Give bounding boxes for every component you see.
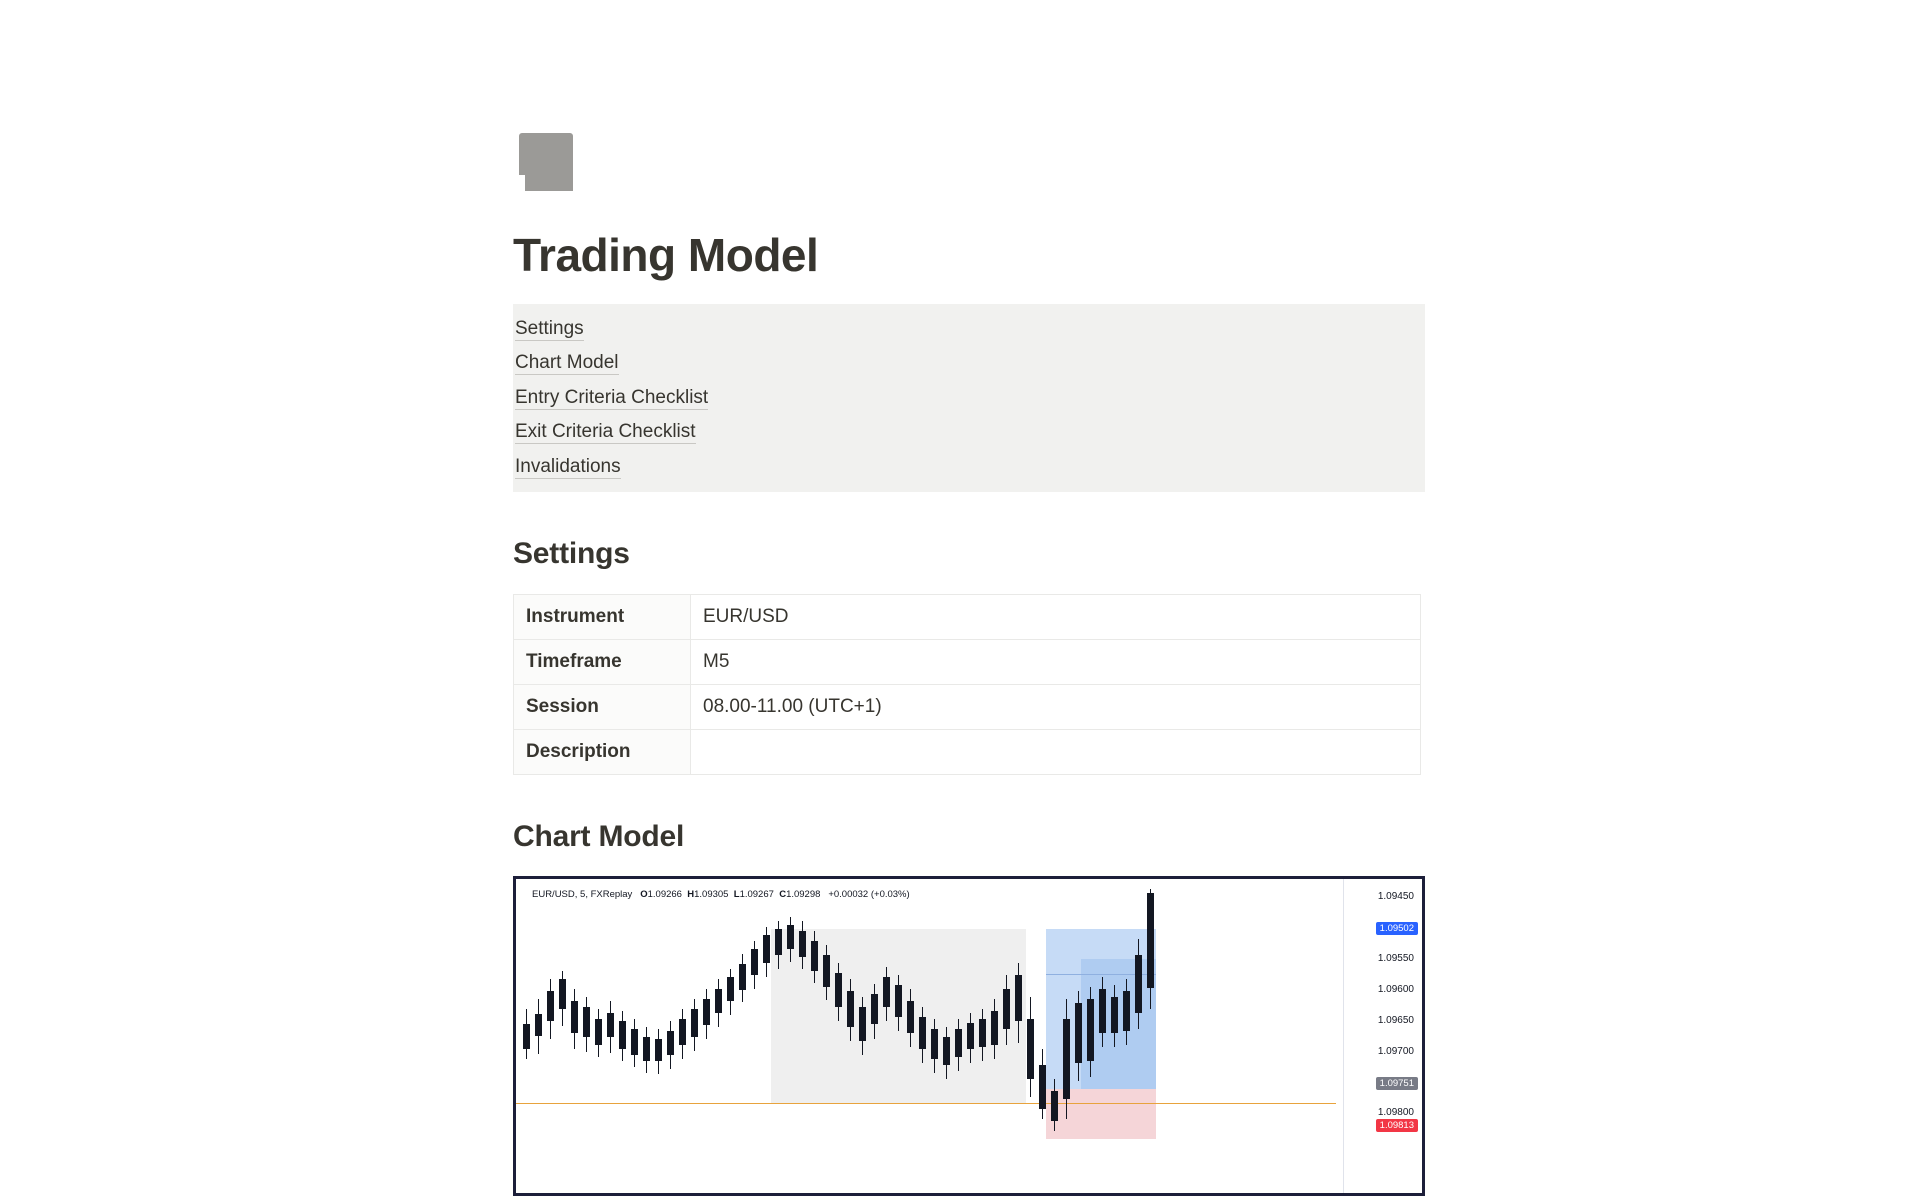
price-badge-stop: 1.09751 (1376, 1077, 1418, 1090)
settings-value-timeframe[interactable]: M5 (691, 640, 1421, 685)
toc-item-settings[interactable] (513, 312, 1425, 347)
settings-key-session: Session (514, 685, 691, 730)
toc-item-label: Entry Criteria Checklist (515, 386, 709, 408)
toc-item-label: Settings (515, 317, 584, 339)
table-row (514, 640, 1421, 685)
chart-model-heading: Chart Model (513, 820, 685, 854)
chart-canvas (516, 879, 1422, 1193)
chart-legend-close: 1.09298 (786, 889, 821, 901)
chart-model-image (513, 876, 1425, 1196)
price-tick: 1.09650 (1377, 1015, 1414, 1027)
price-badge-current: 1.09502 (1376, 922, 1418, 935)
chart-legend-change: +0.00032 (+0.03%) (828, 889, 910, 901)
price-tick: 1.09550 (1377, 953, 1414, 965)
table-of-contents (513, 304, 1425, 493)
chart-legend-symbol: EUR/USD, 5, FXReplay (532, 889, 633, 901)
settings-value-session[interactable]: 08.00-11.00 (UTC+1) (691, 685, 1421, 730)
settings-value-instrument[interactable]: EUR/USD (691, 595, 1421, 640)
price-tick: 1.09600 (1377, 984, 1414, 996)
chart-legend-open-label: O (640, 889, 648, 901)
table-row (514, 730, 1421, 775)
page-content (513, 0, 1425, 1196)
chart-legend-low-label: L (733, 889, 740, 901)
toc-item-exit-criteria-checklist[interactable] (513, 415, 1425, 450)
chart-legend-high: 1.09305 (694, 889, 729, 901)
price-badge-target: 1.09813 (1376, 1119, 1418, 1132)
support-line (516, 1103, 1336, 1104)
settings-table (513, 594, 1421, 775)
table-row (514, 685, 1421, 730)
settings-value-description[interactable] (691, 730, 1421, 775)
table-row (514, 595, 1421, 640)
chart-legend-open: 1.09266 (647, 889, 682, 901)
settings-key-timeframe: Timeframe (514, 640, 691, 685)
price-tick: 1.09700 (1377, 1046, 1414, 1058)
toc-item-label: Invalidations (515, 455, 621, 477)
toc-item-entry-criteria-checklist[interactable] (513, 381, 1425, 416)
chart-legend-low: 1.09267 (739, 889, 774, 901)
settings-key-description: Description (514, 730, 691, 775)
page-title: Trading Model (513, 229, 819, 281)
toc-item-chart-model[interactable] (513, 346, 1425, 381)
chart-legend-close-label: C (779, 889, 787, 901)
chart-legend (532, 889, 910, 900)
toc-item-label: Chart Model (515, 352, 619, 374)
chart-legend-high-label: H (687, 889, 695, 901)
settings-key-instrument: Instrument (514, 595, 691, 640)
document-icon (513, 131, 579, 197)
toc-item-label: Exit Criteria Checklist (515, 421, 696, 443)
price-axis (1343, 879, 1422, 1193)
price-tick: 1.09800 (1377, 1107, 1414, 1119)
toc-item-invalidations[interactable] (513, 450, 1425, 485)
settings-heading: Settings (513, 537, 630, 571)
price-tick: 1.09450 (1377, 891, 1414, 903)
